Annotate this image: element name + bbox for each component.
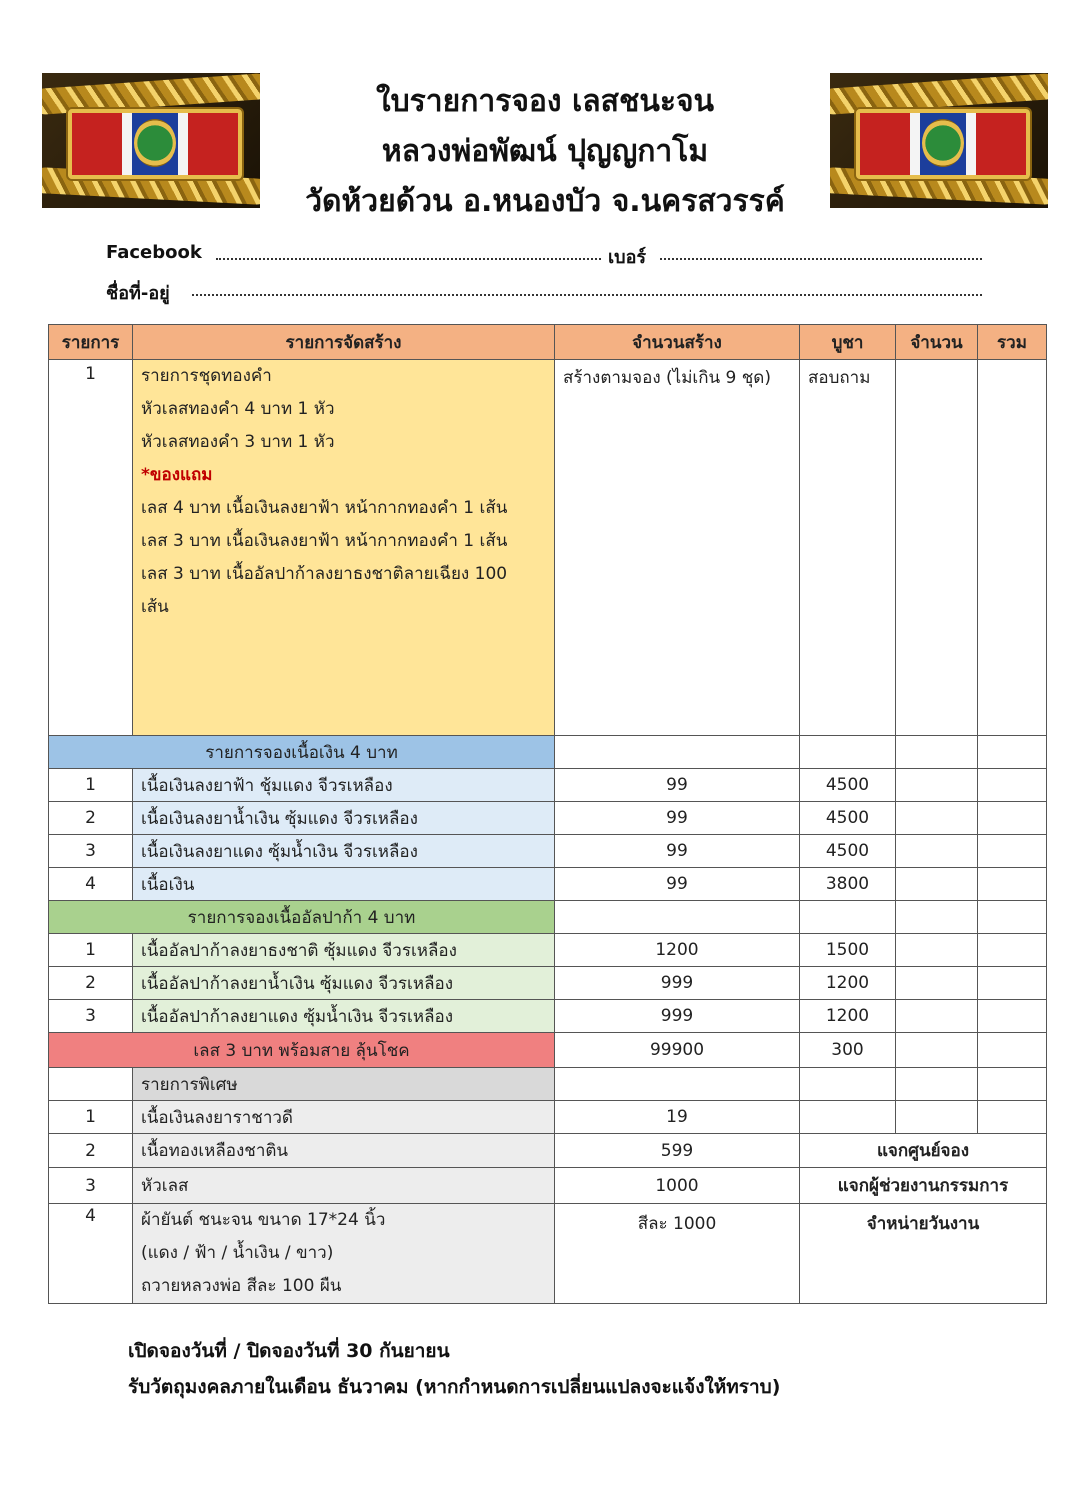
header-cell: รวม — [978, 325, 1047, 360]
row-number: 2 — [49, 802, 133, 835]
alpaca-section-header: รายการจองเนื้ออัลปาก้า 4 บาท — [49, 901, 555, 934]
title-line-1: ใบรายการจอง เลสชนะจน — [375, 84, 715, 119]
item-name: เนื้อเงินลงยาฟ้า ชุ้มแดง จีวรเหลือง — [133, 769, 555, 802]
row-number: 1 — [49, 1101, 133, 1134]
distribution-note: แจกศูนย์จอง — [800, 1134, 1047, 1168]
empty-cell — [800, 736, 896, 769]
free-gift-label: *ของแถม — [141, 465, 213, 485]
list-item: หัวเลสทองคำ 3 บาท 1 หัว — [141, 432, 335, 452]
section-header-row — [49, 1068, 1047, 1101]
amulet-plate — [856, 109, 1030, 179]
table-row — [49, 802, 1047, 835]
quantity-cell[interactable] — [896, 835, 978, 868]
total-cell[interactable] — [978, 1068, 1047, 1101]
item-price: 1200 — [800, 967, 896, 1000]
section-header-row — [49, 901, 1047, 934]
header-cell: รายการ — [49, 325, 133, 360]
phone-field[interactable] — [660, 258, 982, 260]
quantity-cell[interactable] — [896, 802, 978, 835]
title-line-2: หลวงพ่อพัฒน์ ปุญญกาโม — [381, 134, 709, 169]
table-header-row — [49, 325, 1047, 360]
total-cell[interactable] — [978, 835, 1047, 868]
quantity-cell[interactable] — [896, 1101, 978, 1134]
list-item: เลส 3 บาท เนื้อเงินลงยาฟ้า หน้ากากทองคำ 1 เส้น — [141, 531, 508, 551]
header-cell: บูชา — [800, 325, 896, 360]
quantity-cell[interactable] — [896, 868, 978, 901]
table-row — [49, 1134, 1047, 1168]
gold-set-items — [133, 360, 555, 736]
item-price: 300 — [800, 1033, 896, 1068]
item-price: 4500 — [800, 802, 896, 835]
quantity-cell[interactable] — [896, 769, 978, 802]
item-qty: 999 — [555, 1000, 800, 1033]
table-row — [49, 967, 1047, 1000]
monk-medal — [134, 119, 176, 167]
table-row — [49, 868, 1047, 901]
quantity-cell[interactable] — [896, 934, 978, 967]
list-item: ผ้ายันต์ ชนะจน ขนาด 17*24 นิ้ว — [141, 1210, 386, 1230]
pickup-note: รับวัตถุมงคลภายในเดือน ธันวาคม (หากกำหนดการเปลี่ยนแปลงจะแจ้งให้ทราบ) — [128, 1376, 781, 1398]
total-cell[interactable] — [978, 967, 1047, 1000]
header-cell: จำนวนสร้าง — [555, 325, 800, 360]
item-name: เนื้อเงินลงยาราชาวดี — [133, 1101, 555, 1134]
title-line-3: วัดห้วยด้วน อ.หนองบัว จ.นครสวรรค์ — [305, 184, 785, 219]
phone-label: เบอร์ — [608, 247, 647, 268]
total-cell[interactable] — [978, 1000, 1047, 1033]
item-qty: 19 — [555, 1101, 800, 1134]
item-name: เนื้ออัลปาก้าลงยาแดง ซุ้มน้ำเงิน จีวรเหลือง — [133, 1000, 555, 1033]
item-price: 3800 — [800, 868, 896, 901]
item-qty: 99 — [555, 769, 800, 802]
list-item: เลส 4 บาท เนื้อเงินลงยาฟ้า หน้ากากทองคำ 1 เส้น — [141, 498, 508, 518]
item-price — [800, 1101, 896, 1134]
quantity-cell[interactable] — [896, 901, 978, 934]
row-number: 1 — [49, 769, 133, 802]
item-name: เนื้อทองเหลืองชาติน — [133, 1134, 555, 1168]
section-header-row — [49, 736, 1047, 769]
silver-section-header: รายการจองเนื้อเงิน 4 บาท — [49, 736, 555, 769]
item-price: 1500 — [800, 934, 896, 967]
item-name: เนื้ออัลปาก้าลงยาธงชาติ ซุ้มแดง จีวรเหลือง — [133, 934, 555, 967]
item-qty: 1200 — [555, 934, 800, 967]
empty-cell — [555, 1068, 800, 1101]
total-cell[interactable] — [978, 1033, 1047, 1068]
row-number: 3 — [49, 1168, 133, 1204]
amulet-photo-left — [42, 73, 260, 208]
total-cell[interactable] — [978, 1101, 1047, 1134]
item-price: 4500 — [800, 769, 896, 802]
quantity-cell[interactable] — [896, 736, 978, 769]
total-cell[interactable] — [978, 901, 1047, 934]
quantity-cell[interactable] — [896, 967, 978, 1000]
item-qty: 1000 — [555, 1168, 800, 1204]
list-item: เส้น — [141, 597, 169, 617]
booking-dates: เปิดจองวันที่ / ปิดจองวันที่ 30 กันยายน — [128, 1340, 450, 1362]
distribution-note: แจกผู้ช่วยงานกรรมการ — [800, 1168, 1047, 1204]
row-number: 1 — [49, 360, 133, 736]
facebook-field[interactable] — [216, 258, 601, 260]
empty-cell — [555, 901, 800, 934]
list-item: ถวายหลวงพ่อ สีละ 100 ผืน — [141, 1276, 342, 1296]
row-number: 4 — [49, 1204, 133, 1304]
table-row — [49, 1033, 1047, 1068]
total-cell[interactable] — [978, 934, 1047, 967]
table-row — [49, 1101, 1047, 1134]
quantity-cell[interactable] — [896, 1000, 978, 1033]
total-cell[interactable] — [978, 802, 1047, 835]
item-qty: 99 — [555, 868, 800, 901]
item-qty: 599 — [555, 1134, 800, 1168]
table-row — [49, 1168, 1047, 1204]
table-row — [49, 360, 1047, 736]
empty-cell — [49, 1068, 133, 1101]
list-item: (แดง / ฟ้า / น้ำเงิน / ขาว) — [141, 1243, 334, 1263]
item-price: 4500 — [800, 835, 896, 868]
table-row — [49, 1000, 1047, 1033]
empty-cell — [800, 901, 896, 934]
item-qty: สีละ 1000 — [555, 1204, 800, 1304]
header-cell: จำนวน — [896, 325, 978, 360]
quantity-cell[interactable] — [896, 360, 978, 736]
row-number: 1 — [49, 934, 133, 967]
item-qty: 99 — [555, 802, 800, 835]
item-name: เนื้อเงินลงยาน้ำเงิน ซุ้มแดง จีวรเหลือง — [133, 802, 555, 835]
amulet-plate — [68, 109, 242, 179]
gold-set-price: สอบถาม — [800, 360, 896, 736]
table-row — [49, 934, 1047, 967]
total-cell[interactable] — [978, 769, 1047, 802]
item-qty: 999 — [555, 967, 800, 1000]
cloth-item — [133, 1204, 555, 1304]
row-number: 3 — [49, 835, 133, 868]
lucky-item: เลส 3 บาท พร้อมสาย ลุ้นโชค — [49, 1033, 555, 1068]
table-row — [49, 835, 1047, 868]
distribution-note: จำหน่ายวันงาน — [800, 1204, 1047, 1304]
row-number: 2 — [49, 967, 133, 1000]
order-table — [48, 324, 1047, 1304]
table-row — [49, 769, 1047, 802]
total-cell[interactable] — [978, 736, 1047, 769]
special-section-header: รายการพิเศษ — [133, 1068, 555, 1101]
item-name: เนื้อเงินลงยาแดง ซุ้มน้ำเงิน จีวรเหลือง — [133, 835, 555, 868]
total-cell[interactable] — [978, 360, 1047, 736]
list-item: หัวเลสทองคำ 4 บาท 1 หัว — [141, 399, 335, 419]
name-address-label: ชื่อที่-อยู่ — [106, 283, 170, 304]
item-name: เนื้ออัลปาก้าลงยาน้ำเงิน ซุ้มแดง จีวรเหลือง — [133, 967, 555, 1000]
facebook-label: Facebook — [106, 242, 202, 263]
row-number: 4 — [49, 868, 133, 901]
row-number: 3 — [49, 1000, 133, 1033]
item-name: หัวเลส — [133, 1168, 555, 1204]
item-name: เนื้อเงิน — [133, 868, 555, 901]
table-row — [49, 1204, 1047, 1304]
row-number: 2 — [49, 1134, 133, 1168]
item-qty: 99900 — [555, 1033, 800, 1068]
total-cell[interactable] — [978, 868, 1047, 901]
list-item: เลส 3 บาท เนื้ออัลปาก้าลงยาธงชาติลายเฉียง 100 — [141, 564, 508, 584]
name-address-field[interactable] — [192, 294, 982, 296]
quantity-cell[interactable] — [896, 1033, 978, 1068]
empty-cell — [555, 736, 800, 769]
quantity-cell[interactable] — [896, 1068, 978, 1101]
monk-medal — [922, 119, 964, 167]
gold-set-qty: สร้างตามจอง (ไม่เกิน 9 ชุด) — [555, 360, 800, 736]
header-cell: รายการจัดสร้าง — [133, 325, 555, 360]
amulet-photo-right — [830, 73, 1048, 208]
empty-cell — [800, 1068, 896, 1101]
item-price: 1200 — [800, 1000, 896, 1033]
item-qty: 99 — [555, 835, 800, 868]
list-item: รายการชุดทองคำ — [141, 366, 272, 386]
